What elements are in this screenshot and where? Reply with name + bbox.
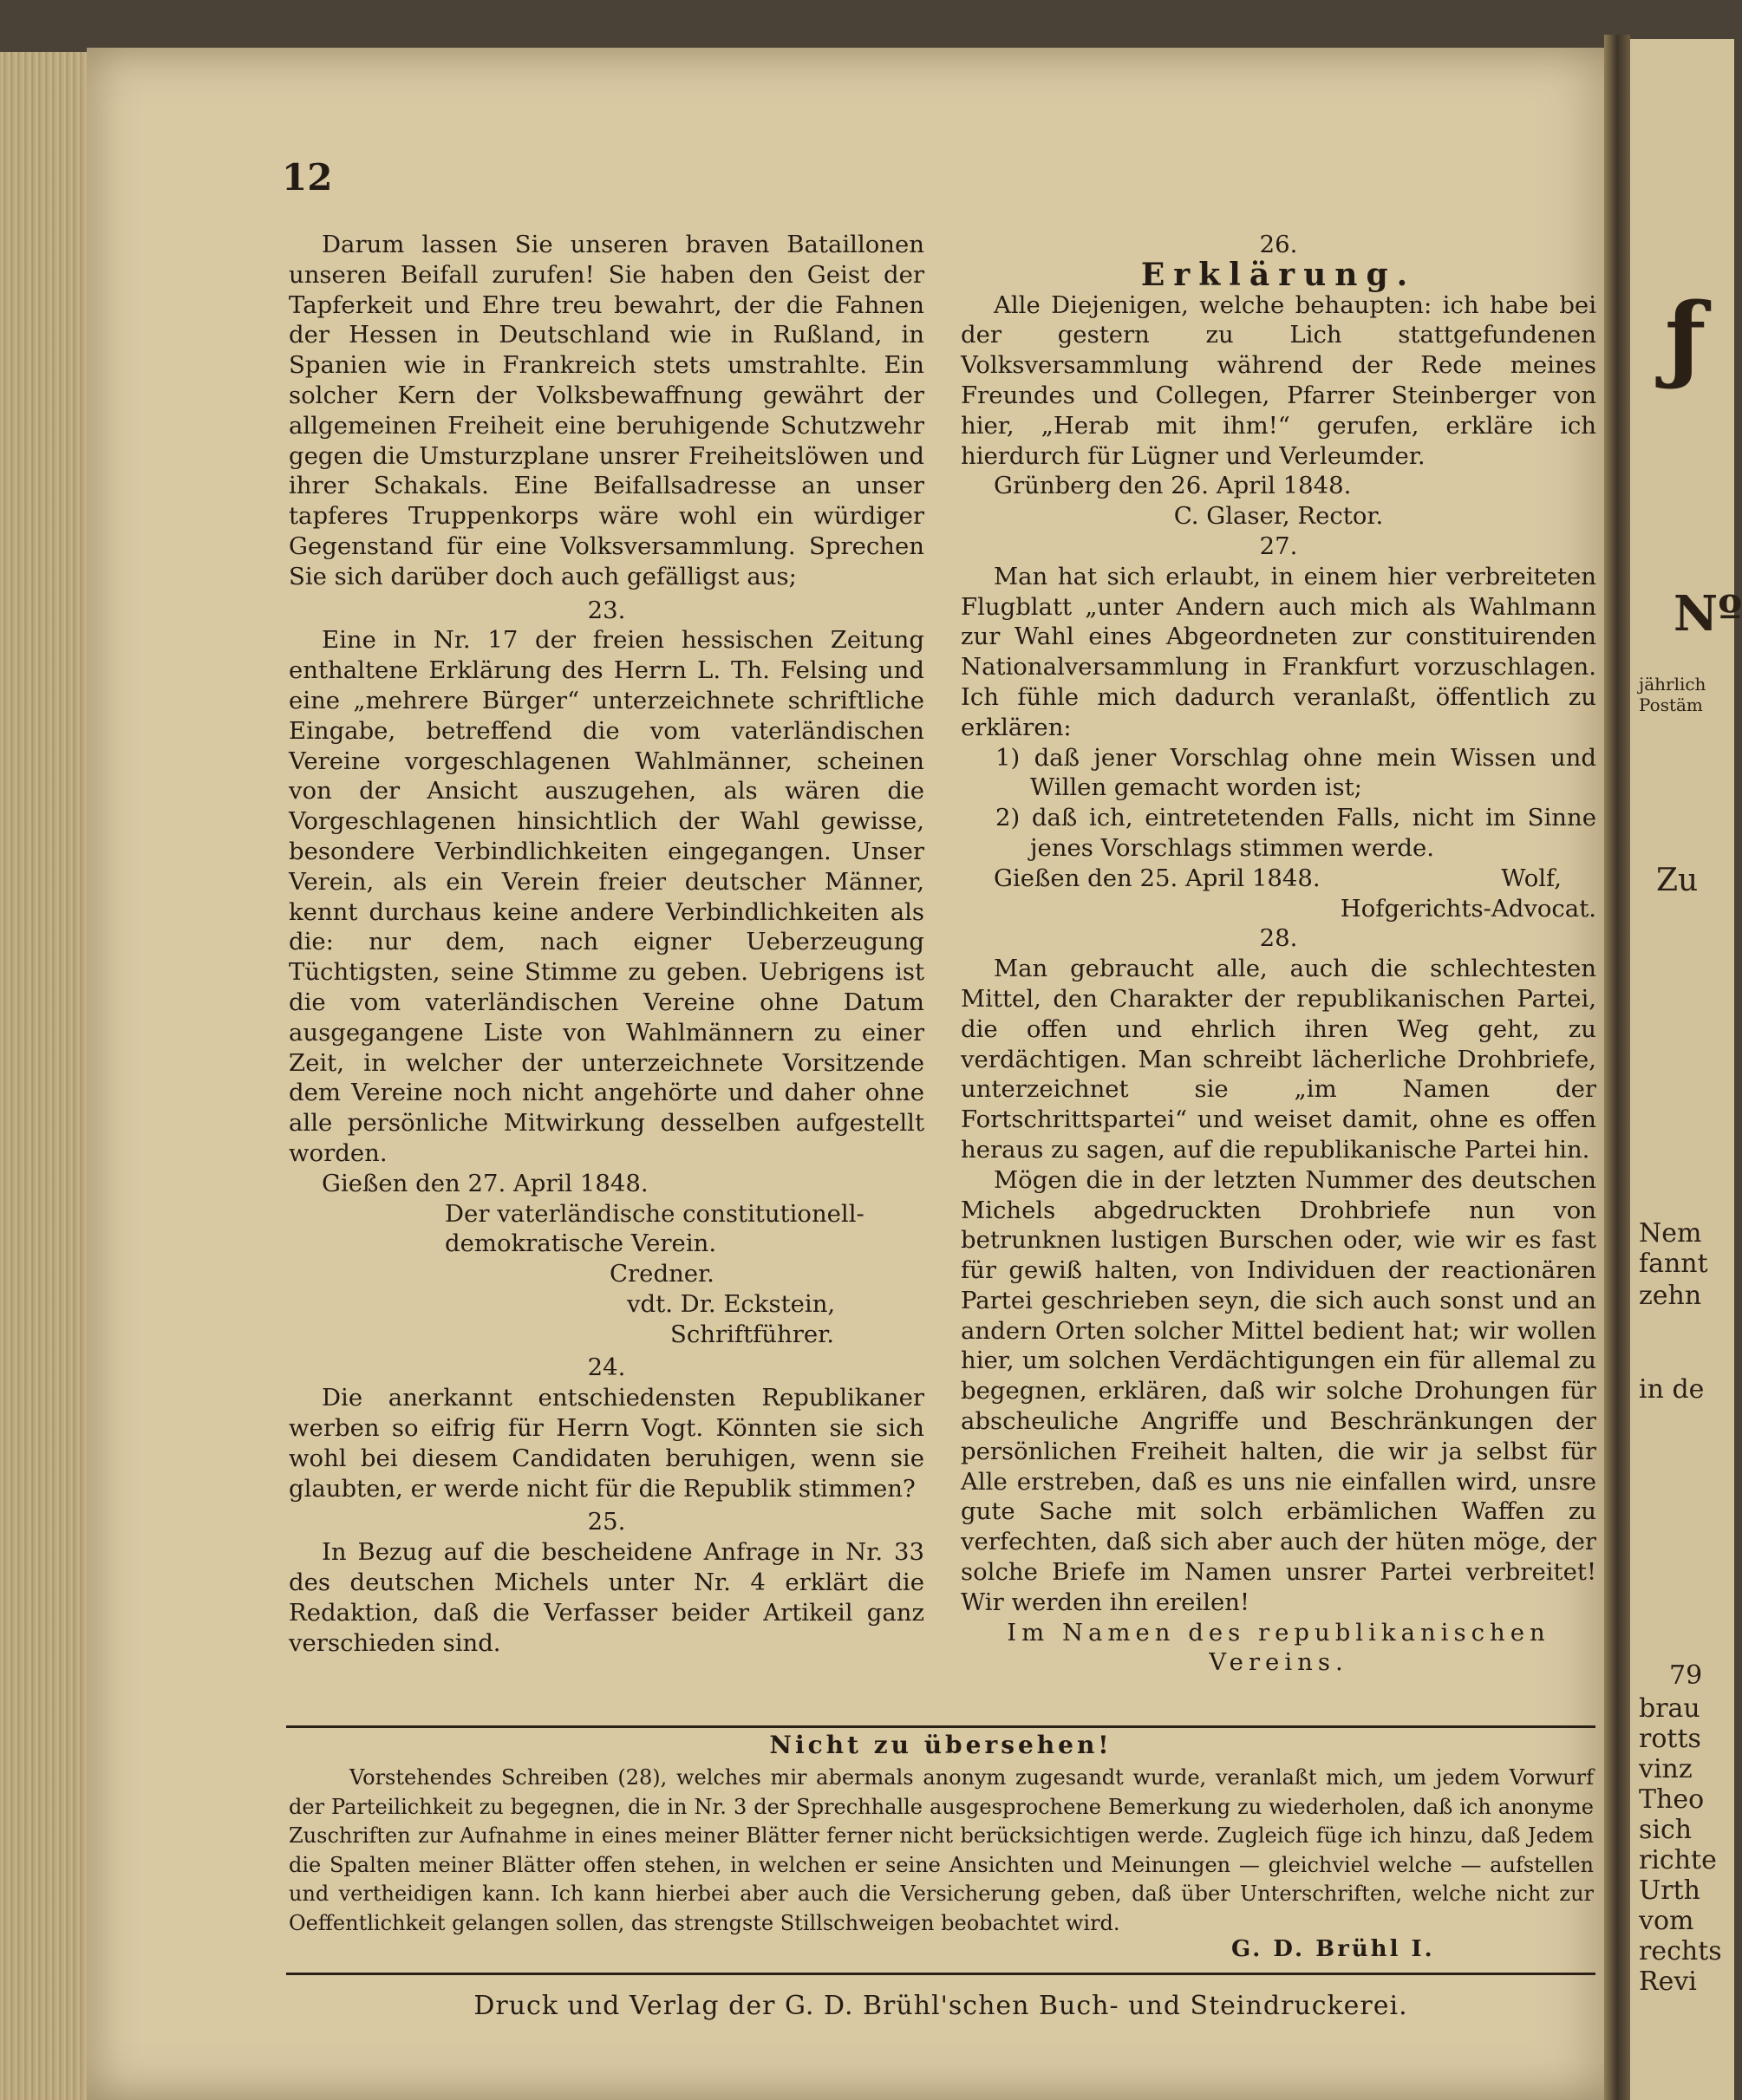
article-heading: Erklärung. (1140, 256, 1417, 293)
signature: Hofgerichts-Advocat. (1340, 894, 1596, 923)
next-page-text: jährlich (1639, 674, 1706, 695)
next-page-text: vom (1639, 1906, 1694, 1936)
article-number: 26. (1259, 231, 1298, 258)
paragraph: Darum lassen Sie unseren braven Bataillonen unseren Beifall zurufen! Sie haben den Geist der Tapferkeit und Ehre treu bewahrt, der die Fahnen der Hessen in Deutschland wie in Rußland, in Spanien wie in Frankreich stets umstrahlte. Ein solcher Kern der Volksbewaffnung gewährt der allgemeinen Freiheit eine beruhigende Schutzwehr gegen die Umsturzplane unsrer Freiheitslöwen und ihrer Schakals. Eine Beifallsadresse an unser tapferes Truppenkorps wäre wohl ein würdiger Gegenstand für eine Volksversammlung. Sprechen Sie sich darüber doch auch gefälligst aus; (289, 231, 924, 590)
paragraph: Man hat sich erlaubt, in einem hier verbreiteten Flugblatt „unter Andern auch mich als Wahlmann zur Wahl eines Abgeordneten zur constituirenden Nationalversammlung in Frankfurt vorzuschlagen. Ich fühle mich dadurch veranlaßt, öffentlich zu erklären: (961, 562, 1596, 741)
signature: Credner. (610, 1260, 714, 1288)
next-page-text: Zu (1656, 863, 1699, 898)
divider (286, 1973, 1595, 1975)
next-page-text: fannt (1639, 1249, 1708, 1279)
notice-paragraph: Vorstehendes Schreiben (28), welches mir abermals anonym zugesandt wurde, veranlaßt mich, um jedem Vorwurf der Parteilichkeit zu begegnen, die in Nr. 3 der Sprechhalle ausgesprochene Bemerkung zu wiederholen, daß ich anonyme Zuschriften zur Aufnahme in eines meiner Blätter ferner nicht berücksichtigen werde. Zugleich füge ich hinzu, daß Jedem die Spalten meiner Blätter offen stehen, in welchen er seine Ansichten und Meinungen — gleichviel welche — aufstellen und vertheidigen kann. Ich kann hierbei aber auch die Versicherung geben, daß über Unterschriften, welche nicht zur Oeffentlichkeit gelangen sollen, das strengste Stillschweigen beobachtet wird. (289, 1765, 1594, 1935)
imprint: Druck und Verlag der G. D. Brühl'schen Buch- und Steindruckerei. (473, 1991, 1408, 2021)
paragraph: In Bezug auf die bescheidene Anfrage in Nr. 33 des deutschen Michels unter Nr. 4 erklärt die Redaktion, daß die Verfasser beider Artikeil ganz verschieden sind. (289, 1538, 924, 1657)
signature: C. Glaser, Rector. (1173, 502, 1384, 531)
dateline: Gießen den 25. April 1848. (994, 864, 1321, 892)
book-gutter (1604, 35, 1630, 2100)
next-page-fragment: ƒ Nº jährlich Postäm Zu Nem fannt zehn in de 79 brau rotts vinz Theo sich richte Urth vom rechts Revi (1630, 39, 1734, 2100)
list-item: 1) daß jener Vorschlag ohne mein Wissen und Willen gemacht worden ist; (995, 743, 1596, 802)
paragraph: Mögen die in der letzten Nummer des deutschen Michels abgedruckten Drohbriefe nun von betrunknen lustigen Burschen oder, wie wir es fast für gewiß halten, von Individuen der reactionären Partei geschrieben seyn, die sich auch sonst und an andern Orten solcher Mittel bedient hat; wir wollen hier, um solchen Verdächtigungen ein für allemal zu begegnen, erklären, daß wir solche Drohungen für abscheuliche Angriffe und Beschränkungen der persönlichen Freiheit halten, die wir ja selbst für Alle erstreben, daß es uns nie einfallen wird, unsre gute Sache mit solch erbämlichen Waffen zu verfechten, daß sich aber auch der hüten möge, der solche Briefe im Namen unsrer Partei verbreitet! Wir werden ihn ereilen! (961, 1165, 1596, 1616)
notice-title: Nicht zu übersehen! (769, 1731, 1112, 1759)
paragraph: Eine in Nr. 17 der freien hessischen Zeitung enthaltene Erklärung des Herrn L. Th. Felsing und eine „mehrere Bürger“ unterzeichnete schriftliche Eingabe, betreffend die vom vaterländischen Vereine vorgeschlagenen Wahlmänner, scheinen von der Ansicht auszugehen, als wären die Vorgeschlagenen hinsichtlich der Wahl gewisse, besondere Verbindlichkeiten eingegangen. Unser Verein, als ein Verein freier deutscher Männer, kennt durchaus keine andere Verbindlichkeiten als die: nur dem, nach eigner Ueberzeugung Tüchtigsten, seine Stimme zu geben. Uebrigens ist die vom vaterländischen Vereine ohne Datum ausgegangene Liste von Wahlmännern zu einer Zeit, in welcher der unterzeichnete Vorsitzende dem Vereine noch nicht angehörte und daher ohne alle persönliche Mitwirkung desselben aufgestellt worden. (289, 626, 924, 1167)
signature: Schriftführer. (670, 1320, 835, 1348)
list-item: 2) daß ich, eintretetenden Falls, nicht im Sinne jenes Vorschlags stimmen werde. (995, 804, 1596, 862)
next-page-text: Nº (1673, 585, 1742, 642)
page-number: 12 (282, 156, 333, 199)
notice-body (289, 1764, 1594, 1938)
article-number: 24. (587, 1353, 626, 1382)
next-page-text: Revi (1639, 1966, 1697, 1997)
next-page-text: sich (1639, 1815, 1693, 1845)
signature: Wolf, (1501, 864, 1562, 892)
article-number: 28. (1259, 924, 1298, 953)
next-page-text: Theo (1639, 1784, 1705, 1815)
article-number: 25. (587, 1508, 626, 1536)
next-page-text: brau (1639, 1693, 1700, 1724)
next-page-text: rechts (1639, 1936, 1722, 1966)
dateline: Gießen den 27. April 1848. (322, 1169, 649, 1197)
article-number: 23. (587, 596, 626, 624)
next-page-text: richte (1639, 1845, 1717, 1875)
divider (286, 1725, 1595, 1728)
paragraph: Alle Diejenigen, welche behaupten: ich habe bei der gestern zu Lich stattgefundenen Volksversammlung während der Rede meines Freundes und Collegen, Pfarrer Steinberger von hier, „Herab mit ihm!“ gerufen, erkläre ich hierdurch für Lügner und Verleumder. (961, 290, 1596, 470)
next-page-text: Postäm (1639, 695, 1703, 715)
signature: Vereins. (1209, 1648, 1348, 1677)
next-page-text: Nem (1639, 1218, 1702, 1249)
right-column (961, 230, 1596, 1678)
signature: Der vaterländische constitutionell-demokratische Verein. (445, 1199, 864, 1258)
next-page-text: vinz (1639, 1754, 1693, 1784)
paragraph: Die anerkannt entschiedensten Republikaner werben so eifrig für Herrn Vogt. Könnten sie sich wohl bei diesem Candidaten beruhigen, wenn sie glaubten, er werde nicht für die Republik stimmen? (289, 1384, 924, 1503)
signature: Im Namen des republikanischen (1007, 1618, 1550, 1647)
next-page-text: zehn (1639, 1281, 1702, 1311)
next-page-text: 79 (1669, 1660, 1703, 1691)
next-page-text: in de (1639, 1374, 1705, 1405)
next-page-text: Urth (1639, 1875, 1701, 1906)
notice-signature: G. D. Brühl I. (1231, 1936, 1435, 1962)
article-number: 27. (1259, 532, 1298, 560)
next-page-text: rotts (1639, 1724, 1701, 1754)
paragraph: Man gebraucht alle, auch die schlechtesten Mittel, den Charakter der republikanischen Partei, die offen und ehrlich ihren Weg geht, zu verdächtigen. Man schreibt lächerliche Drohbriefe, unterzeichnet sie „im Namen der Fortschrittspartei“ und weiset damit, ohne es offen heraus zu sagen, auf die republikanische Partei hin. (961, 955, 1596, 1164)
dateline: Grünberg den 26. April 1848. (994, 472, 1352, 500)
signature: vdt. Dr. Eckstein, (627, 1289, 836, 1318)
left-column (289, 230, 924, 1658)
